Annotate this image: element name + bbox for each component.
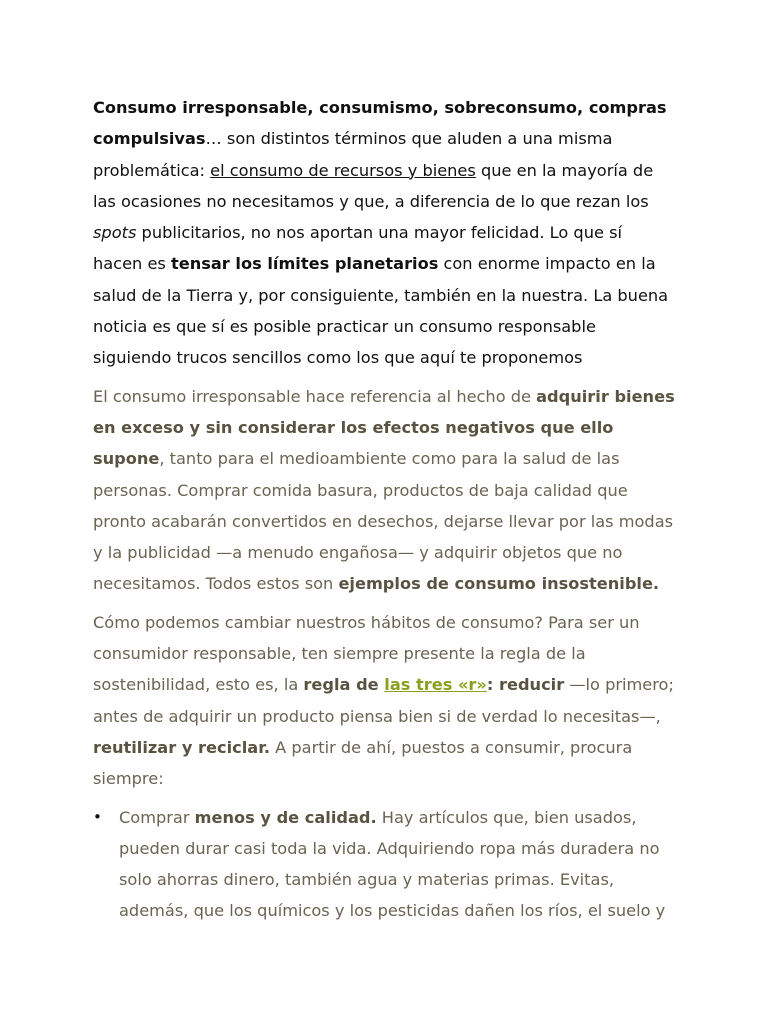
definition-bold-1: adquirir bienes en exceso y sin considerar los efectos negativos que ello supone: [93, 386, 675, 469]
intro-bold-terms: Consumo irresponsable, consumismo, sobreconsumo, compras compulsivas: [93, 98, 667, 149]
bullet-icon: •: [93, 807, 102, 826]
intro-bold-phrase: tensar los límites planetarios: [170, 254, 439, 274]
list-item-text-1: Comprar: [119, 807, 195, 827]
list-item-bold: menos y de calidad.: [194, 807, 377, 827]
definition-paragraph: [93, 381, 676, 600]
definition-text-2: , tanto para el medioambiente como para la salud de las personas. Comprar comida basura, productos de baja calidad que pronto acabarán convertidos en desechos, dejarse llevar por las modas y la publicidad —a menudo engañosa— y adquirir objetos que no necesitamos. Todos estos son: [93, 449, 674, 594]
habits-text-3: A partir de ahí, puestos a consumir, procura siempre:: [93, 737, 633, 789]
definition-bold-2: ejemplos de consumo insostenible.: [338, 574, 660, 594]
three-r-link[interactable]: las tres «r»: [384, 675, 487, 695]
intro-text-2: que en la mayoría de las ocasiones no necesitamos y que, a diferencia de lo que rezan los: [93, 160, 654, 211]
intro-text-4: con enorme impacto en la salud de la Tierra y, por consiguiente, también en la nuestra. La buena noticia es que sí es posible practicar un consumo responsable siguiendo trucos sencillos como los que aquí te proponemos: [93, 254, 669, 368]
intro-paragraph: [93, 92, 676, 374]
intro-underlined-phrase: el consumo de recursos y bienes: [210, 160, 476, 180]
intro-text-1: … son distintos términos que aluden a una misma problemática:: [93, 129, 613, 180]
habits-text-1: Cómo podemos cambiar nuestros hábitos de consumo? Para ser un consumidor responsable, ten siempre presente la regla de la sostenibilidad, esto es, la: [93, 612, 640, 695]
habits-bold-rule: regla de: [303, 675, 385, 695]
list-item: [93, 802, 676, 927]
intro-text-3: publicitarios, no nos aportan una mayor felicidad. Lo que sí hacen es: [93, 223, 622, 274]
definition-text-1: El consumo irresponsable hace referencia al hecho de: [93, 386, 537, 406]
intro-italic-word: spots: [93, 223, 137, 243]
habits-bold-reduce: : reducir: [486, 675, 565, 695]
habits-paragraph: [93, 607, 676, 795]
tips-list: [93, 802, 676, 927]
habits-text-2: —lo primero; antes de adquirir un producto piensa bien si de verdad lo necesitas—,: [93, 675, 674, 726]
habits-bold-reuse: reutilizar y reciclar.: [93, 737, 271, 757]
list-item-text-2: Hay artículos que, bien usados, pueden durar casi toda la vida. Adquiriendo ropa más duradera no solo ahorras dinero, también agua y materias primas. Evitas, además, que los químicos y los pesticidas dañen los ríos, el suelo y: [119, 807, 666, 921]
